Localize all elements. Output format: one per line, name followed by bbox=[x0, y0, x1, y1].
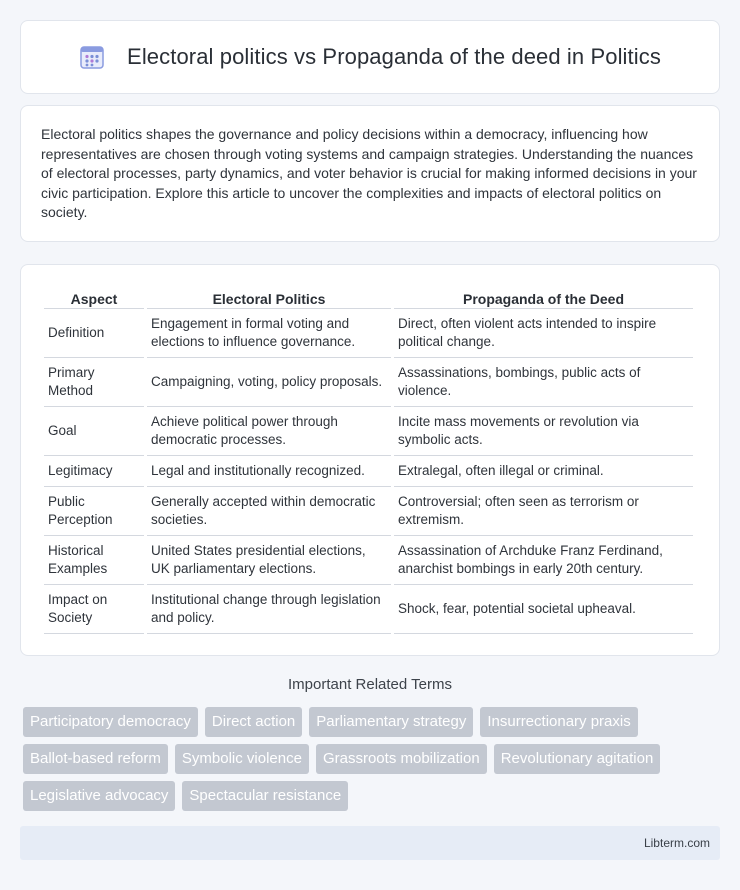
table-header-row bbox=[44, 285, 693, 309]
electoral-cell: Legal and institutionally recognized. bbox=[147, 456, 391, 487]
calendar-grid-icon bbox=[79, 44, 105, 70]
electoral-cell: Institutional change through legislation and policy. bbox=[147, 585, 391, 634]
propaganda-cell: Extralegal, often illegal or criminal. bbox=[394, 456, 693, 487]
aspect-cell: Primary Method bbox=[44, 358, 144, 407]
aspect-cell: Legitimacy bbox=[44, 456, 144, 487]
table-row bbox=[44, 536, 693, 585]
propaganda-cell: Assassination of Archduke Franz Ferdinand, anarchist bombings in early 20th century. bbox=[394, 536, 693, 585]
header-aspect: Aspect bbox=[44, 285, 144, 309]
aspect-cell: Goal bbox=[44, 407, 144, 456]
electoral-cell: Achieve political power through democratic processes. bbox=[147, 407, 391, 456]
related-term-tag[interactable]: Revolutionary agitation bbox=[494, 744, 661, 774]
electoral-cell: Campaigning, voting, policy proposals. bbox=[147, 358, 391, 407]
related-term-tag[interactable]: Ballot-based reform bbox=[23, 744, 168, 774]
comparison-table bbox=[41, 285, 696, 634]
header-electoral-politics: Electoral Politics bbox=[147, 285, 391, 309]
table-row bbox=[44, 585, 693, 634]
propaganda-cell: Direct, often violent acts intended to inspire political change. bbox=[394, 309, 693, 358]
table-row bbox=[44, 407, 693, 456]
aspect-cell: Impact on Society bbox=[44, 585, 144, 634]
title-card bbox=[20, 20, 720, 94]
electoral-cell: United States presidential elections, UK parliamentary elections. bbox=[147, 536, 391, 585]
footer-site-link[interactable]: Libterm.com bbox=[643, 836, 710, 850]
header-propaganda-of-the-deed: Propaganda of the Deed bbox=[394, 285, 693, 309]
related-terms-heading: Important Related Terms bbox=[288, 676, 452, 693]
propaganda-cell: Controversial; often seen as terrorism or extremism. bbox=[394, 487, 693, 536]
related-term-tag[interactable]: Direct action bbox=[205, 707, 302, 737]
related-term-tag[interactable]: Legislative advocacy bbox=[23, 781, 175, 811]
propaganda-cell: Shock, fear, potential societal upheaval. bbox=[394, 585, 693, 634]
electoral-cell: Generally accepted within democratic societies. bbox=[147, 487, 391, 536]
related-term-tag[interactable]: Parliamentary strategy bbox=[309, 707, 473, 737]
related-term-tag[interactable]: Participatory democracy bbox=[23, 707, 198, 737]
table-row bbox=[44, 358, 693, 407]
table-row bbox=[44, 487, 693, 536]
table-row bbox=[44, 309, 693, 358]
aspect-cell: Definition bbox=[44, 309, 144, 358]
table-row bbox=[44, 456, 693, 487]
comparison-card bbox=[20, 264, 720, 656]
propaganda-cell: Incite mass movements or revolution via symbolic acts. bbox=[394, 407, 693, 456]
page-title: Electoral politics vs Propaganda of the deed in Politics bbox=[127, 44, 661, 69]
aspect-cell: Historical Examples bbox=[44, 536, 144, 585]
related-terms-list bbox=[23, 707, 723, 811]
related-term-tag[interactable]: Insurrectionary praxis bbox=[480, 707, 637, 737]
intro-card bbox=[20, 105, 720, 242]
related-term-tag[interactable]: Grassroots mobilization bbox=[316, 744, 487, 774]
related-term-tag[interactable]: Symbolic violence bbox=[175, 744, 309, 774]
footer-bar bbox=[20, 826, 720, 860]
propaganda-cell: Assassinations, bombings, public acts of violence. bbox=[394, 358, 693, 407]
related-term-tag[interactable]: Spectacular resistance bbox=[182, 781, 348, 811]
aspect-cell: Public Perception bbox=[44, 487, 144, 536]
electoral-cell: Engagement in formal voting and elections to influence governance. bbox=[147, 309, 391, 358]
intro-paragraph: Electoral politics shapes the governance and policy decisions within a democracy, influencing how representatives are chosen through voting systems and campaign strategies. Understanding the nuances of electoral processes, party dynamics, and voter behavior is crucial for making informed decisions in your civic participation. Explore this article to uncover the complexities and impacts of electoral politics on society. bbox=[41, 126, 697, 220]
